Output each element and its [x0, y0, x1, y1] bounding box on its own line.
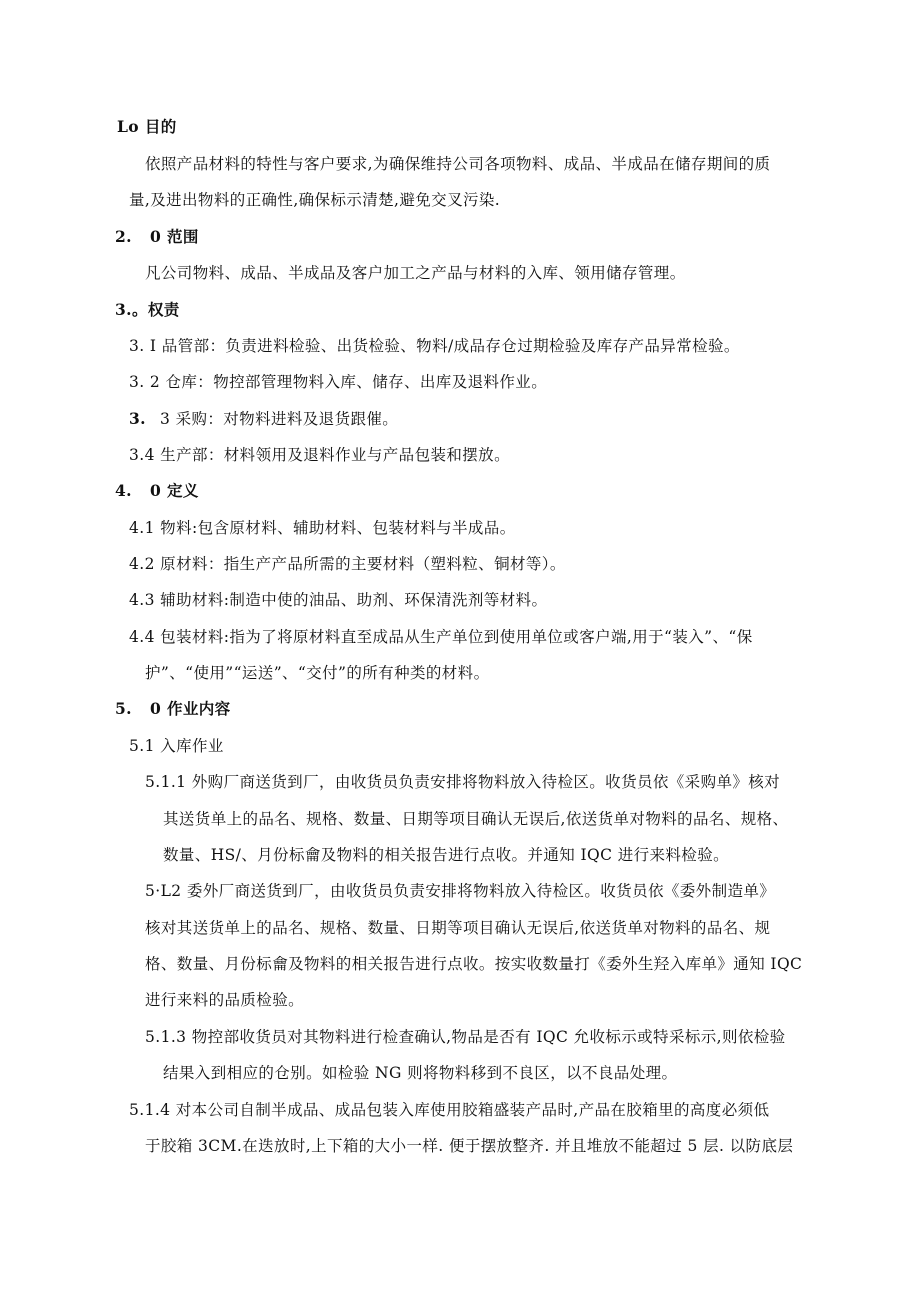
clause-5-1-4-line-1: 5.1.4 对本公司自制半成品、成品包装入库使用胶箱盛装产品时,产品在胶箱里的高度必须低: [129, 1101, 770, 1119]
section-4-definition-1: 4.1 物料:包含原材料、辅助材料、包装材料与半成品。: [129, 519, 516, 537]
section-3-heading: 3.。权责: [115, 300, 180, 319]
section-2-title: 0 范围: [149, 227, 199, 246]
section-4-definition-4-line-2: 护”、“使用”“运送”、“交付”的所有种类的材料。: [145, 664, 490, 682]
section-5-number: 5.: [115, 699, 132, 718]
section-3-item-2: 3. 2 仓库：物控部管理物料入库、储存、出库及退料作业。: [129, 373, 548, 391]
section-4-heading: [115, 481, 199, 501]
section-4-definition-3: 4.3 辅助材料:制造中使的油品、助剂、环保清洗剂等材料。: [129, 591, 548, 609]
clause-5-1-3-line-2: 结果入到相应的仓别。如检验 NG 则将物料移到不良区，以不良品处理。: [163, 1064, 678, 1082]
section-4-definition-2: 4.2 原材料：指生产产品所需的主要材料（塑料粒、铜材等）。: [129, 555, 566, 573]
section-4-title: 0 定义: [149, 481, 199, 500]
section-3-item-1: 3. I 品管部：负责进料检验、出货检验、物料/成品存仓过期检验及库存产品异常检验。: [129, 337, 740, 355]
clause-5-1-2-line-4: 进行来料的品质检验。: [145, 991, 305, 1009]
clause-5-1-1-line-3: 数量、HS/、月份标龠及物料的相关报告进行点收。并通知 IQC 进行来料检验。: [163, 846, 730, 864]
clause-5-1-2-line-1: 5·L2 委外厂商送货到厂，由收货员负责安排将物料放入待检区。收货员依《委外制造单》: [145, 882, 776, 900]
subsection-5-1-title: 5.1 入库作业: [129, 737, 224, 755]
clause-5-1-2-line-2: 核对其送货单上的品名、规格、数量、日期等项目确认无误后,依送货单对物料的品名、规: [145, 919, 771, 937]
clause-5-1-4-line-2: 于胶箱 3CM.在迭放时,上下箱的大小一样. 便于摆放整齐. 并且堆放不能超过 5 层. 以防底层: [145, 1137, 794, 1155]
section-1-heading: Lo 目的: [117, 117, 177, 136]
clause-5-1-1-line-1: 5.1.1 外购厂商送货到厂，由收货员负责安排将物料放入待检区。收货员依《采购单》核对: [145, 773, 781, 791]
section-4-number: 4.: [115, 481, 132, 500]
section-5-title: 0 作业内容: [149, 699, 231, 718]
section-1-text-line-1: 依照产品材料的特性与客户要求,为确保维持公司各项物料、成品、半成品在储存期间的质: [145, 155, 771, 173]
section-2-text: 凡公司物料、成品、半成品及客户加工之产品与材料的入库、领用储存管理。: [145, 264, 686, 282]
section-3-item-3-number: 3.: [129, 409, 146, 428]
section-3-item-3-text: 3 采购：对物料进料及退货跟催。: [159, 410, 399, 428]
section-3-item-3: [129, 409, 398, 429]
clause-5-1-3-line-1: 5.1.3 物控部收货员对其物料进行检查确认,物品是否有 IQC 允收标示或特采标示,则依检验: [145, 1028, 786, 1046]
section-2-number: 2.: [115, 227, 132, 246]
section-5-heading: [115, 699, 231, 719]
section-1-text-line-2: 量,及进出物料的正确性,确保标示清楚,避免交叉污染.: [129, 191, 501, 209]
section-3-item-4: 3.4 生产部：材料领用及退料作业与产品包装和摆放。: [129, 446, 510, 464]
clause-5-1-1-line-2: 其送货单上的品名、规格、数量、日期等项目确认无误后,依送货单对物料的品名、规格、: [163, 810, 789, 828]
clause-5-1-2-line-3: 格、数量、月份标龠及物料的相关报告进行点收。按实收数量打《委外生羟入库单》通知 IQC: [145, 955, 803, 973]
section-2-heading: [115, 227, 199, 247]
section-4-definition-4-line-1: 4.4 包装材料:指为了将原材料直至成品从生产单位到使用单位或客户端,用于“装入”、“保: [129, 628, 753, 646]
